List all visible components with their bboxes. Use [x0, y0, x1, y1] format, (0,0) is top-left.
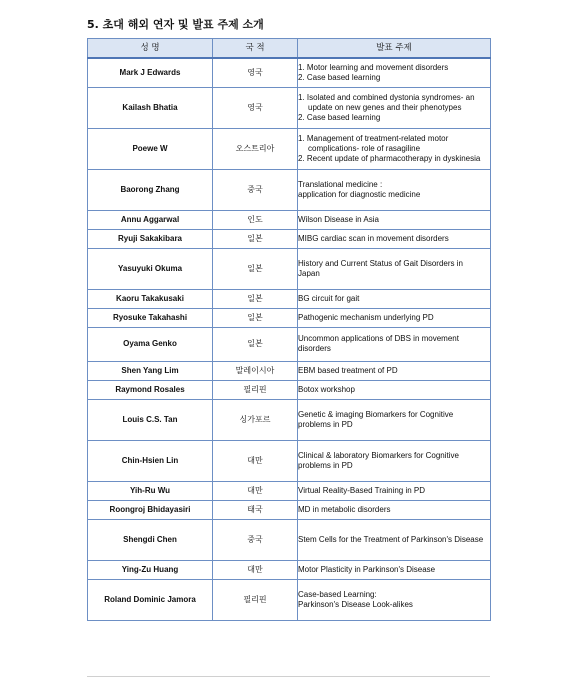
presentation-topic — [298, 289, 491, 308]
speaker-nationality: 일본 — [213, 327, 298, 361]
table-row — [88, 169, 491, 210]
topic-line: disorders — [298, 344, 331, 353]
table-row — [88, 399, 491, 440]
speaker-nationality: 일본 — [213, 248, 298, 289]
topic-line: problems in PD — [298, 419, 353, 429]
topic-line: Genetic & imaging Biomarkers for Cognitive — [298, 409, 454, 419]
table-row — [88, 500, 491, 519]
speaker-name: Shen Yang Lim — [88, 361, 213, 380]
speaker-name: Mark J Edwards — [88, 58, 213, 87]
table-row — [88, 560, 491, 579]
presentation-topic — [298, 500, 491, 519]
presentation-topic — [298, 87, 491, 128]
topic-line: Case-based Learning: — [298, 589, 377, 599]
section-title: 5. 초대 해외 연자 및 발표 주제 소개 — [87, 18, 264, 31]
table-row — [88, 229, 491, 248]
topic-line: problems in PD — [298, 460, 353, 470]
table-row — [88, 128, 491, 169]
speaker-name: Kailash Bhatia — [88, 87, 213, 128]
speaker-nationality: 영국 — [213, 87, 298, 128]
speaker-nationality: 인도 — [213, 210, 298, 229]
table-header-row — [88, 39, 491, 59]
table-row — [88, 248, 491, 289]
presentation-topic — [298, 58, 491, 87]
speaker-name: Roongroj Bhidayasiri — [88, 500, 213, 519]
presentation-topic — [298, 399, 491, 440]
footer-divider — [87, 676, 490, 677]
speaker-nationality: 말레이시아 — [213, 361, 298, 380]
table-row — [88, 380, 491, 399]
header-topic: 발표 주제 — [298, 39, 491, 59]
topic-line: Pathogenic mechanism underlying PD — [298, 312, 434, 322]
topic-line: update on new genes and their phenotypes — [308, 102, 462, 112]
presentation-topic — [298, 380, 491, 399]
table-row — [88, 440, 491, 481]
presentation-topic — [298, 229, 491, 248]
speaker-nationality: 일본 — [213, 289, 298, 308]
speaker-nationality: 영국 — [213, 58, 298, 87]
speaker-name: Ryosuke Takahashi — [88, 308, 213, 327]
speaker-nationality: 중국 — [213, 169, 298, 210]
speaker-name: Yasuyuki Okuma — [88, 248, 213, 289]
table-row — [88, 327, 491, 361]
topic-line: Translational medicine : — [298, 179, 383, 189]
speaker-name: Poewe W — [88, 128, 213, 169]
speaker-nationality: 대만 — [213, 440, 298, 481]
topic-line: complications- role of rasagiline — [308, 143, 421, 153]
topic-line: MD in metabolic disorders — [298, 504, 391, 514]
table-row — [88, 210, 491, 229]
speaker-nationality: 싱가포르 — [213, 399, 298, 440]
speaker-name: Roland Dominic Jamora — [88, 579, 213, 620]
presentation-topic — [298, 361, 491, 380]
speaker-name: Raymond Rosales — [88, 380, 213, 399]
speaker-name: Chin-Hsien Lin — [88, 440, 213, 481]
presentation-topic — [298, 308, 491, 327]
topic-line: Clinical & laboratory Biomarkers for Cognitive — [298, 450, 459, 460]
speaker-nationality: 대만 — [213, 481, 298, 500]
speaker-name: Shengdi Chen — [88, 519, 213, 560]
topic-line: EBM based treatment of PD — [298, 365, 398, 375]
presentation-topic — [298, 327, 491, 361]
topic-line: 2. Case based learning — [298, 112, 381, 122]
speaker-nationality: 일본 — [213, 229, 298, 248]
speaker-nationality: 필리핀 — [213, 579, 298, 620]
speaker-nationality: 오스트리아 — [213, 128, 298, 169]
topic-line: History and Current Status of Gait Disorders in — [298, 258, 463, 268]
topic-line: Virtual Reality-Based Training in PD — [298, 485, 426, 495]
topic-line: MIBG cardiac scan in movement disorders — [298, 233, 449, 243]
presentation-topic — [298, 481, 491, 500]
speaker-name: Annu Aggarwal — [88, 210, 213, 229]
topic-line: Wilson Disease in Asia — [298, 214, 379, 224]
topic-line: 1. Motor learning and movement disorders — [298, 62, 449, 72]
presentation-topic — [298, 169, 491, 210]
table-row — [88, 519, 491, 560]
topic-line: Stem Cells for the Treatment of Parkinson's Disease — [298, 534, 484, 544]
table-row — [88, 308, 491, 327]
presentation-topic — [298, 579, 491, 620]
speaker-name: Louis C.S. Tan — [88, 399, 213, 440]
speaker-name: Oyama Genko — [88, 327, 213, 361]
speaker-name: Ryuji Sakakibara — [88, 229, 213, 248]
table-row — [88, 87, 491, 128]
topic-line: 2. Recent update of pharmacotherapy in dyskinesia — [298, 153, 481, 163]
table-row — [88, 58, 491, 87]
speaker-name: Yih-Ru Wu — [88, 481, 213, 500]
topic-line: application for diagnostic medicine — [298, 189, 421, 199]
speaker-name: Baorong Zhang — [88, 169, 213, 210]
speakers-table — [87, 38, 491, 621]
speaker-name: Ying-Zu Huang — [88, 560, 213, 579]
topic-line: Parkinson's Disease Look-alikes — [298, 599, 413, 609]
presentation-topic — [298, 248, 491, 289]
presentation-topic — [298, 519, 491, 560]
presentation-topic — [298, 560, 491, 579]
header-name: 성 명 — [88, 39, 213, 59]
table-row — [88, 579, 491, 620]
table-body — [88, 58, 491, 620]
topic-line: Japan — [298, 268, 320, 278]
speaker-name: Kaoru Takakusaki — [88, 289, 213, 308]
table-row — [88, 361, 491, 380]
topic-line: 1. Isolated and combined dystonia syndromes- an — [298, 92, 475, 102]
topic-line: BG circuit for gait — [298, 293, 360, 303]
table-row — [88, 481, 491, 500]
presentation-topic — [298, 210, 491, 229]
topic-line: Motor Plasticity in Parkinson's Disease — [298, 564, 436, 574]
topic-line: Botox workshop — [298, 384, 355, 394]
presentation-topic — [298, 128, 491, 169]
speaker-nationality: 태국 — [213, 500, 298, 519]
header-nation: 국 적 — [213, 39, 298, 59]
speaker-nationality: 필리핀 — [213, 380, 298, 399]
speaker-nationality: 일본 — [213, 308, 298, 327]
table-row — [88, 289, 491, 308]
topic-line: 1. Management of treatment-related motor — [298, 133, 449, 143]
speaker-nationality: 대만 — [213, 560, 298, 579]
presentation-topic — [298, 440, 491, 481]
speaker-nationality: 중국 — [213, 519, 298, 560]
topic-line: 2. Case based learning — [298, 72, 381, 82]
topic-line: Uncommon applications of DBS in movement — [298, 334, 459, 343]
